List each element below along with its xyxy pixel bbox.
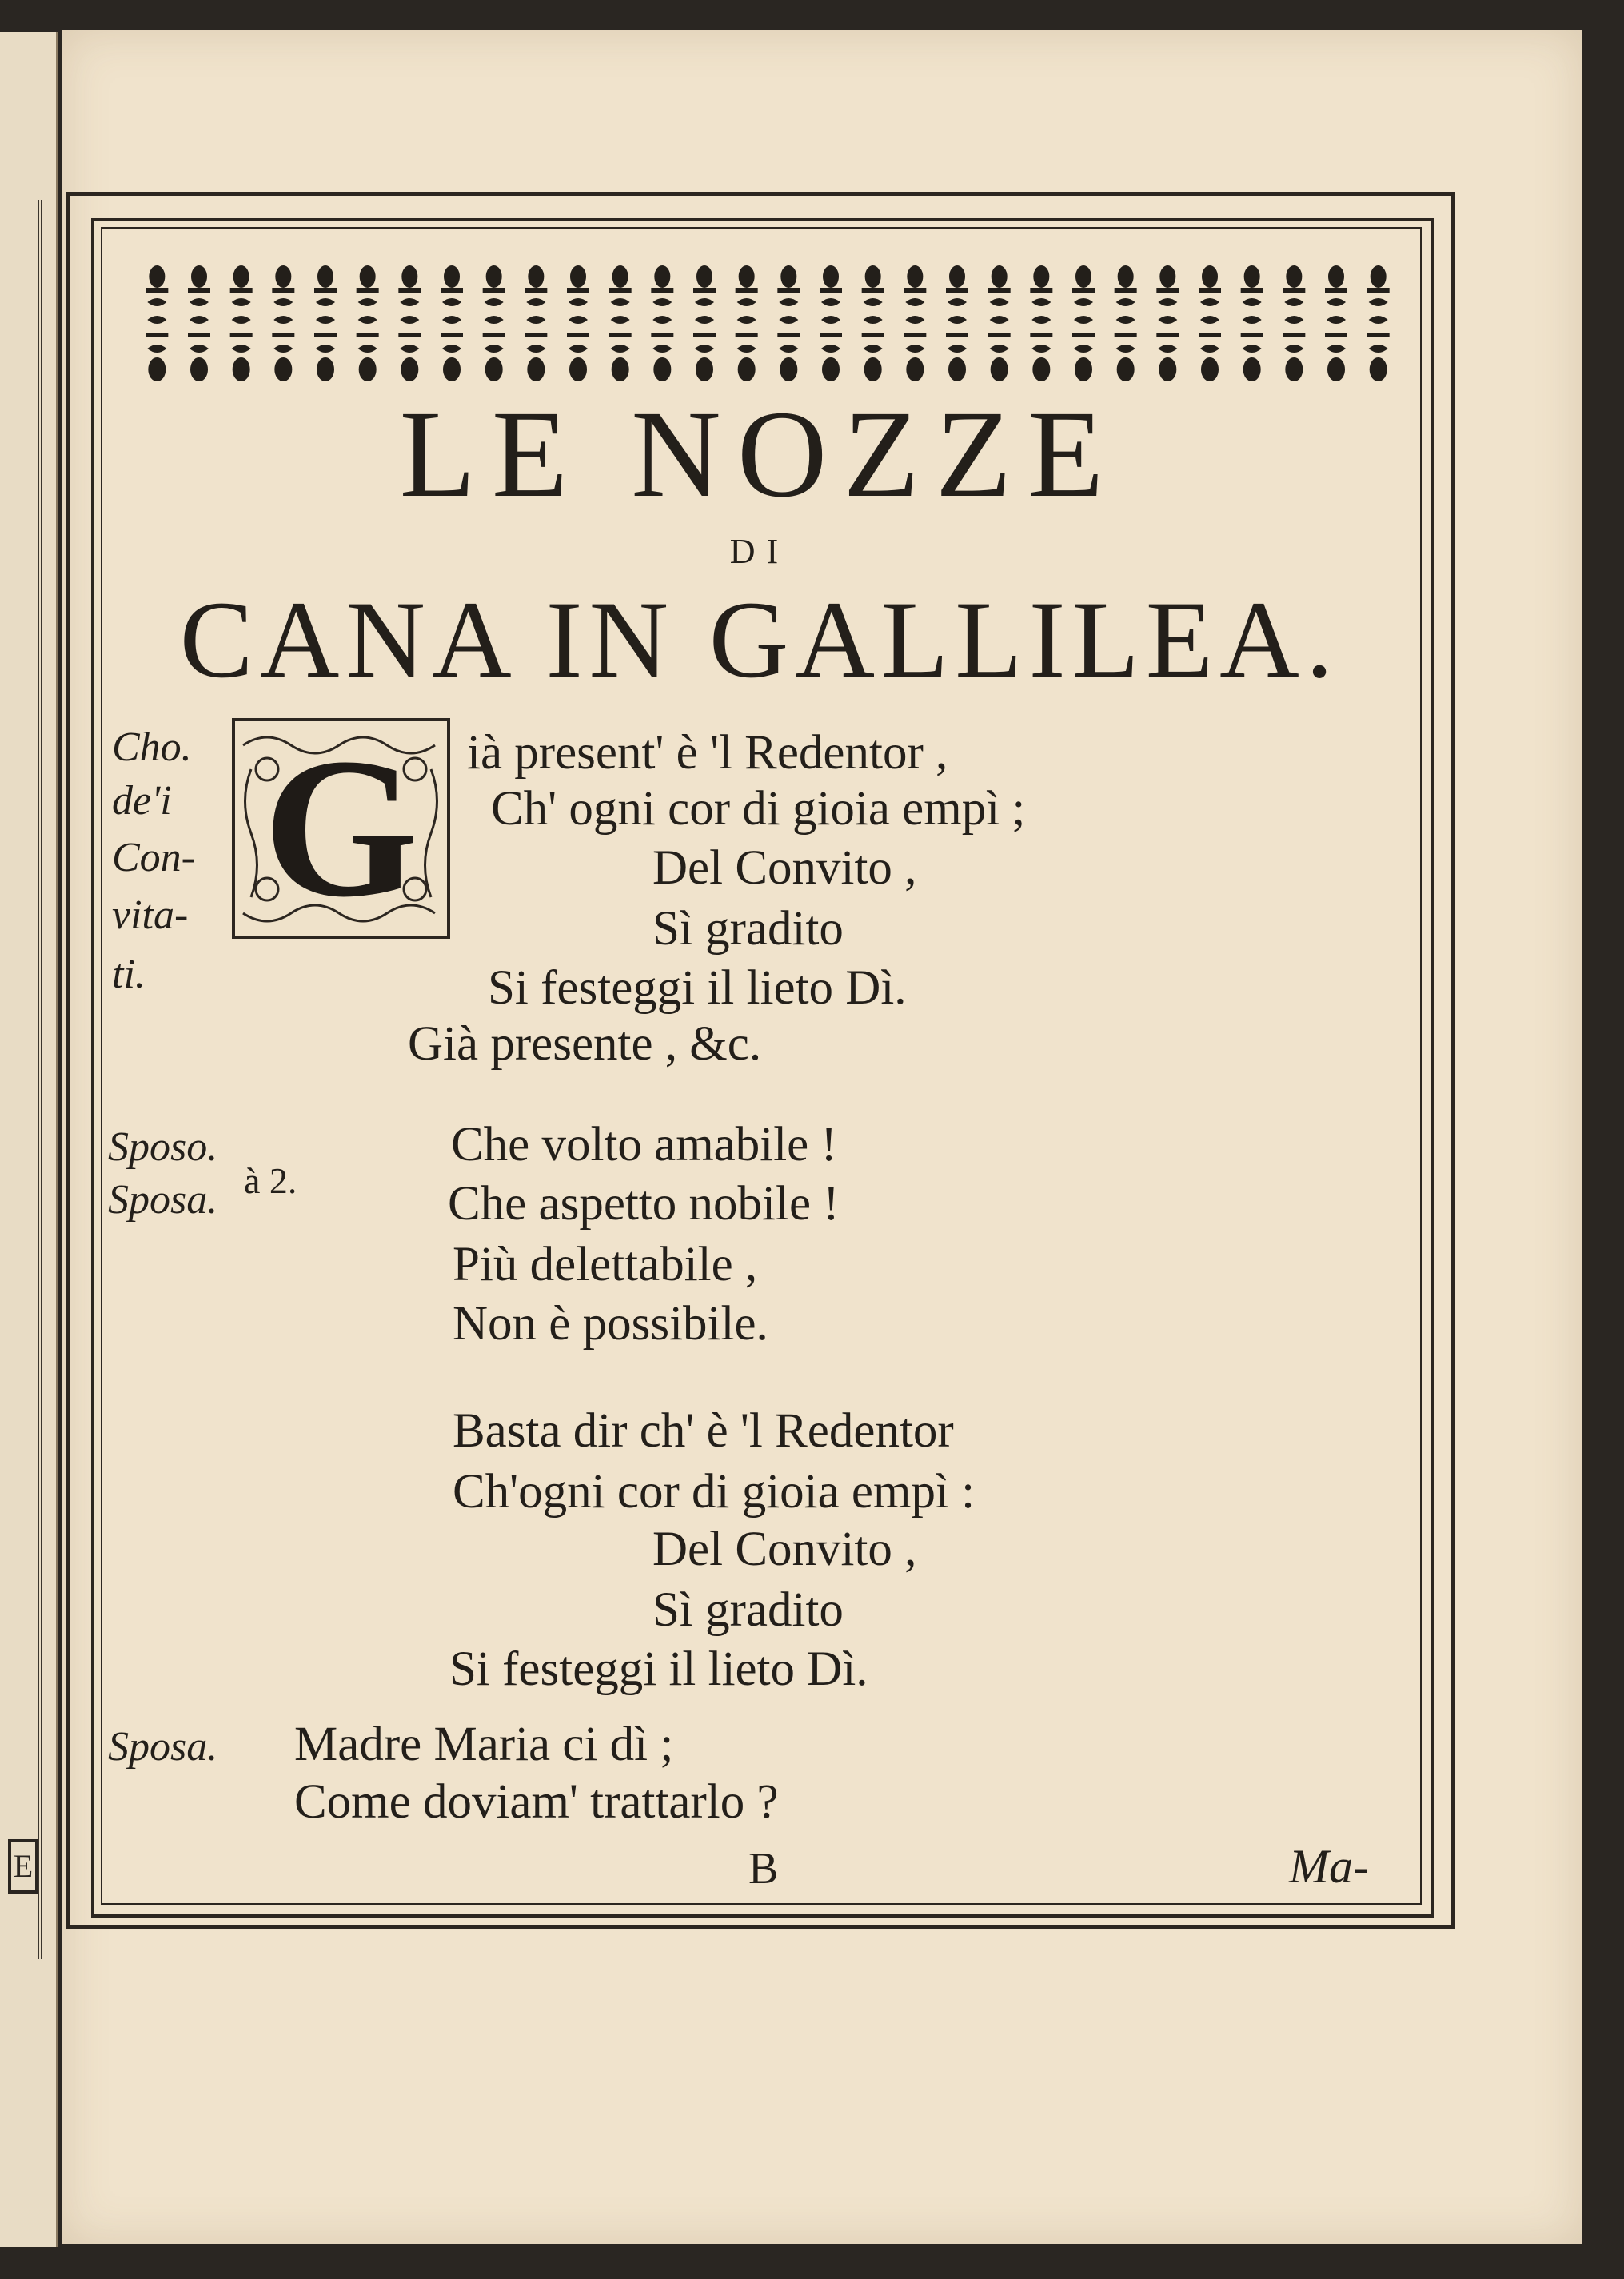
verse-line: Più delettabile , — [453, 1238, 758, 1291]
speaker-label: de'i — [112, 778, 172, 824]
fleuron-icon — [188, 265, 210, 381]
verse-line: Che aspetto nobile ! — [448, 1177, 840, 1231]
verse-line: Ch' ogni cor di gioia empì ; — [491, 782, 1026, 836]
verse-line: Non è possibile. — [453, 1297, 768, 1351]
fleuron-icon — [272, 265, 294, 381]
speaker-label: Cho. — [112, 724, 192, 770]
fleuron-icon — [1325, 265, 1347, 381]
fleuron-icon — [483, 265, 505, 381]
fleuron-icon — [777, 265, 800, 381]
fleuron-icon — [651, 265, 673, 381]
title-line-2: CANA IN GALLILEA. — [179, 578, 1340, 700]
fleuron-icon — [693, 265, 716, 381]
fleuron-icon — [1115, 265, 1137, 381]
fleuron-icon — [736, 265, 758, 381]
fleuron-icon — [1156, 265, 1179, 381]
speaker-label: Sposo. — [108, 1124, 218, 1170]
verse-line: Che volto amabile ! — [451, 1118, 837, 1171]
fleuron-icon — [1241, 265, 1263, 381]
verse-line: Sì gradito — [652, 1583, 844, 1637]
fleuron-icon — [609, 265, 632, 381]
fleuron-icon — [314, 265, 337, 381]
fleuron-icon — [946, 265, 968, 381]
decorated-initial-letter: G — [263, 717, 419, 939]
fleuron-icon — [146, 265, 168, 381]
verse-line: Madre Maria ci dì ; — [294, 1718, 674, 1771]
fleuron-icon — [1283, 265, 1305, 381]
verse-line: Si festeggi il lieto Dì. — [449, 1642, 868, 1696]
speaker-label: Sposa. — [108, 1177, 218, 1223]
verse-line: ià present' è 'l Redentor , — [467, 726, 948, 780]
verse-line: Si festeggi il lieto Dì. — [488, 961, 907, 1015]
verse-line: Del Convito , — [652, 1523, 917, 1576]
fleuron-icon — [567, 265, 589, 381]
catchword: Ma- — [1289, 1840, 1369, 1893]
signature-mark: B — [748, 1844, 779, 1894]
fleuron-icon — [1199, 265, 1221, 381]
verse-line: Già presente , &c. — [408, 1017, 762, 1071]
fleuron-icon — [441, 265, 463, 381]
fleuron-icon — [398, 265, 421, 381]
fleuron-icon — [1367, 265, 1390, 381]
fleuron-icon — [904, 265, 926, 381]
fleuron-icon — [357, 265, 379, 381]
a-due-label: à 2. — [244, 1160, 297, 1201]
verse-line: Ch'ogni cor di gioia empì : — [453, 1465, 976, 1519]
fleuron-icon — [820, 265, 842, 381]
title-line-1: LE NOZZE — [399, 385, 1120, 523]
fleuron-icon — [862, 265, 884, 381]
verse-line: Come doviam' trattarlo ? — [294, 1775, 779, 1829]
speaker-label: ti. — [112, 952, 146, 997]
fleuron-icon — [230, 265, 253, 381]
fleuron-icon — [1030, 265, 1052, 381]
previous-page-glyph: E — [8, 1839, 38, 1894]
fleuron-icon — [525, 265, 547, 381]
verse-line: Del Convito , — [652, 841, 917, 895]
verse-line: Basta dir ch' è 'l Redentor — [453, 1404, 954, 1458]
decorated-initial-icon — [232, 718, 450, 939]
speaker-label: vita- — [112, 892, 189, 938]
speaker-label: Con- — [112, 835, 195, 880]
fleuron-icon — [988, 265, 1011, 381]
verse-line: Sì gradito — [652, 902, 844, 956]
title-di: DI — [729, 532, 790, 571]
fleuron-border-icon — [136, 262, 1399, 386]
speaker-label: Sposa. — [108, 1724, 218, 1770]
previous-page-rule — [0, 200, 42, 1959]
fleuron-icon — [1072, 265, 1095, 381]
